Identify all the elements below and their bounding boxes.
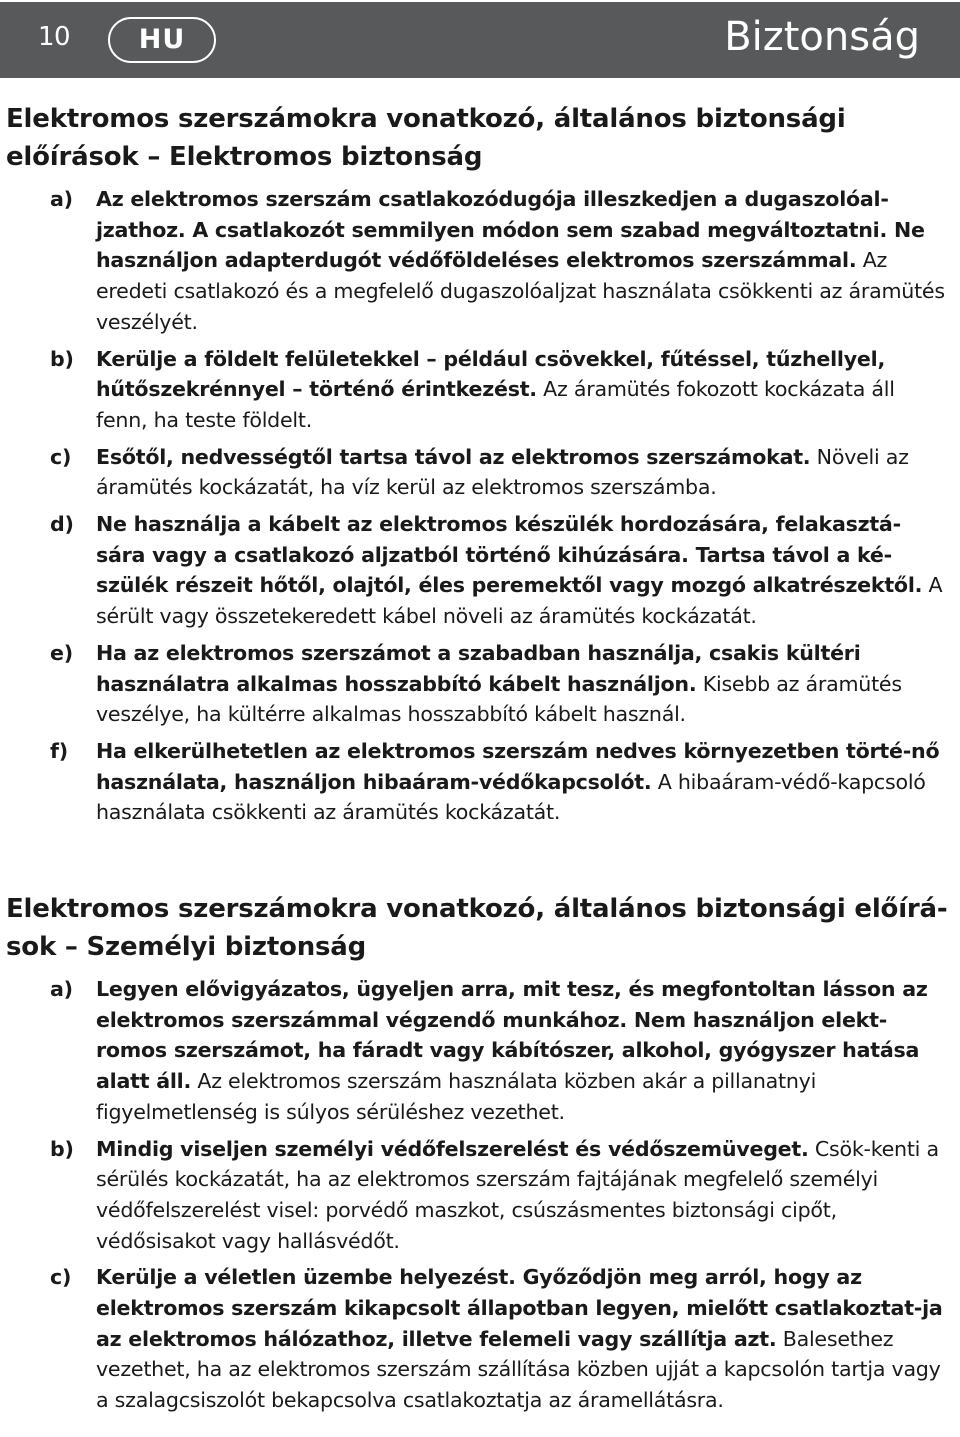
list-item [6, 509, 950, 632]
item-explanation: A sérült vagy összetekeredett kábel növeli az áramütés kockázatát. [96, 573, 943, 629]
item-explanation: Növeli az áramütés kockázatát, ha víz kerül az elektromos szerszámba. [96, 444, 909, 500]
item-explanation: Csök-kenti a sérülés kockázatát, ha az elektromos szerszám fajtájának megfelelő személyi védőfelszerelést visel: porvédő maszkot, csúszásmentes biztonsági cipőt, védősisakot vagy hallásvédőt. [96, 1136, 939, 1253]
item-explanation: A hibaáram-védő-kapcsoló használata csökkenti az áramütés kockázatát. [96, 769, 926, 825]
section-title: Biztonság [724, 14, 920, 60]
list-item [6, 184, 950, 338]
item-explanation: Kisebb az áramütés veszélye, ha kültérre alkalmas hosszabbító kábelt használ. [96, 671, 902, 727]
item-instruction: Ha elkerülhetetlen az elektromos szerszám nedves környezetben törté-nő használata, használjon hibaáram-védőkapcsolót. [96, 738, 940, 794]
item-letter: c) [50, 1265, 72, 1290]
section-heading: Elektromos szerszámokra vonatkozó, általános biztonsági előírá-sok – Személyi biztonság [6, 894, 948, 962]
list-item [6, 638, 950, 730]
list-item [6, 1134, 950, 1257]
list-item [6, 974, 950, 1128]
item-instruction: Mindig viseljen személyi védőfelszerelést és védőszemüveget. [96, 1136, 809, 1161]
item-letter: d) [50, 512, 74, 537]
item-letter: c) [50, 444, 72, 469]
item-explanation: Az elektromos szerszám használata közben akár a pillanatnyi figyelmetlenség is súlyos sérüléshez vezethet. [96, 1069, 817, 1124]
page-number: 10 [38, 22, 71, 52]
item-explanation: Balesethez vezethet, ha az elektromos szerszám szállítása közben ujját a kapcsolón tartja vagy a szalagcsiszolót bekapcsolva csatlakoztatja az áramellátásra. [96, 1326, 941, 1413]
item-instruction: Kerülje a véletlen üzembe helyezést. Győződjön meg arról, hogy az elektromos szerszám kikapcsolt állapotban legyen, mielőtt csatlakoztat-ja az elektromos hálózathoz, illetve felemeli vagy szállítja azt. [96, 1265, 943, 1351]
page-header [0, 2, 960, 78]
item-explanation: Az eredeti csatlakozó és a megfelelő dugaszolóaljzat használata csökkenti az áramütés veszélyét. [96, 248, 945, 334]
section-personal-safety [6, 890, 950, 1422]
item-instruction: Esőtől, nedvességtől tartsa távol az elektromos szerszámokat. [96, 444, 811, 469]
item-instruction: Ne használja a kábelt az elektromos készülék hordozására, felakasztá-sára vagy a csatlakozó aljzatból történő kihúzására. Tartsa távol a ké-szülék részeit hőtől, olajtól, éles peremektől vagy mozgó alkatrészektől. [96, 512, 923, 598]
item-instruction: Legyen elővigyázatos, ügyeljen arra, mit tesz, és megfontoltan lásson az elektromos szerszámmal végzendő munkához. Nem használjon elekt-romos szerszámot, ha fáradt vagy kábítószer, alkohol, gyógyszer hatása alatt áll. [96, 977, 928, 1094]
item-letter: e) [50, 640, 73, 665]
list-item [6, 736, 950, 828]
section-electrical-safety [6, 100, 950, 834]
item-instruction: Kerülje a földelt felületekkel – például csövekkel, fűtéssel, tűzhellyel, hűtőszekrénnyel – történő érintkezést. [96, 346, 886, 402]
item-instruction: Az elektromos szerszám csatlakozódugója illeszkedjen a dugaszolóal-jzathoz. A csatlakozót semmilyen módon sem szabad megváltoztatni. Ne használjon adapterdugót védőföldeléses elektromos szerszámmal. [96, 187, 925, 273]
section-heading: Elektromos szerszámokra vonatkozó, általános biztonsági előírások – Elektromos biztonság [6, 104, 846, 172]
item-letter: a) [50, 977, 73, 1001]
list-item [6, 1262, 950, 1416]
list-item [6, 442, 950, 503]
item-explanation: Az áramütés fokozott kockázata áll fenn, ha teste földelt. [96, 377, 895, 432]
rule-list [6, 974, 950, 1416]
rule-list [6, 184, 950, 828]
item-letter: b) [50, 1136, 74, 1161]
list-item [6, 344, 950, 436]
item-letter: f) [50, 738, 68, 763]
item-letter: a) [50, 187, 73, 211]
language-badge: HU [108, 17, 216, 63]
item-letter: b) [50, 346, 74, 371]
item-instruction: Ha az elektromos szerszámot a szabadban használja, csakis kültéri használatra alkalmas hosszabbító kábelt használjon. [96, 640, 861, 696]
